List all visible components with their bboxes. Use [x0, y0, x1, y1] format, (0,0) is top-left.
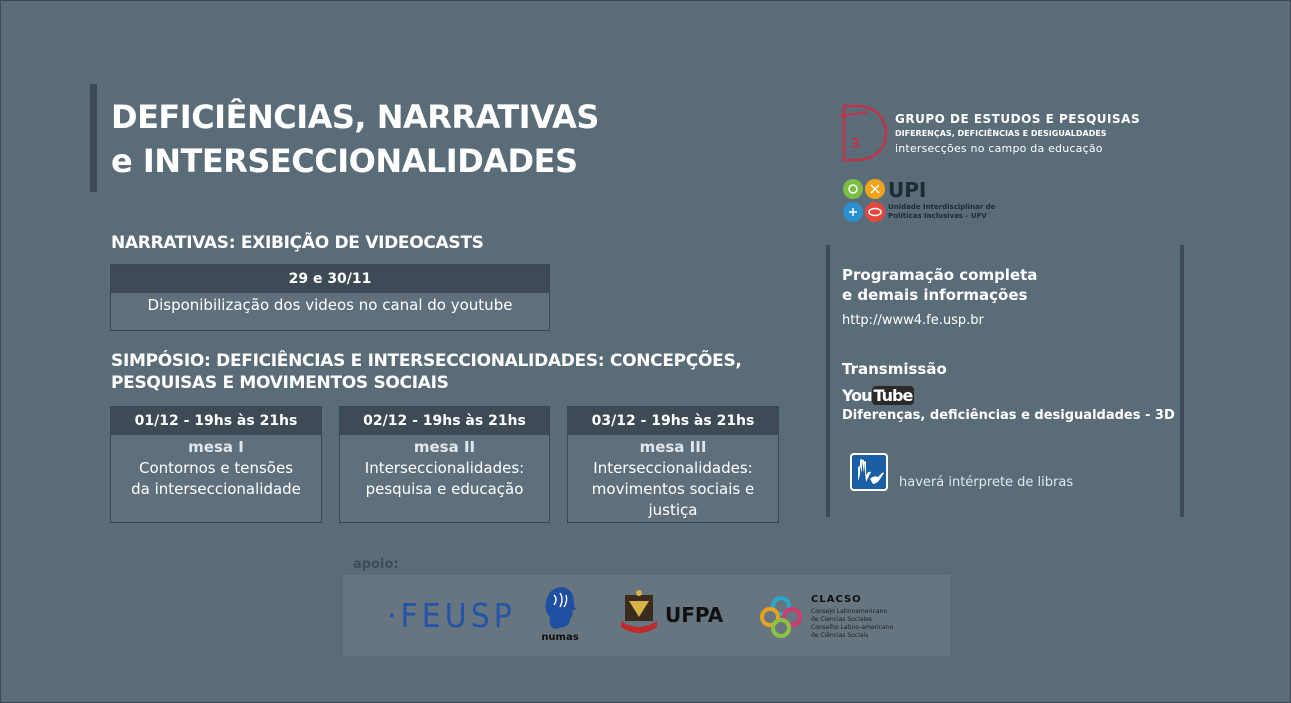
simposio-heading-line-1: SIMPÓSIO: DEFICIÊNCIAS E INTERSECCIONALIDADES: CONCEPÇÕES,	[111, 351, 742, 371]
upi-icons-grid-icon	[842, 178, 888, 224]
programacao-heading	[842, 265, 1037, 305]
site-link[interactable]: http://www4.fe.usp.br	[842, 313, 984, 328]
mesa-topic-line: Interseccionalidades:	[364, 459, 525, 477]
grupo-d-mark-icon	[838, 102, 890, 164]
grupo-line-3: intersecções no campo da educação	[895, 142, 1103, 155]
page-title	[111, 95, 599, 183]
mesa-name: mesa I	[188, 438, 244, 456]
upi-line-2: Políticas Inclusivas - UFV	[888, 212, 987, 220]
numas-text: numas	[541, 632, 579, 643]
apoio-label: apoio:	[353, 557, 399, 572]
simposio-heading	[111, 350, 742, 394]
mesa-box-3	[567, 406, 779, 523]
clacso-name: CLACSO	[811, 594, 862, 605]
numas-logo	[540, 585, 580, 645]
narrativas-description: Disponibilização dos videos no canal do youtube	[147, 296, 513, 314]
clacso-line: de Ciencias Sociales	[811, 616, 873, 623]
ufpa-text: UFPA	[665, 603, 724, 627]
clacso-line: Conselho Latino-americano	[811, 624, 894, 631]
clacso-line: Consejo Latinoamericano	[811, 608, 888, 615]
clacso-description	[811, 608, 893, 640]
upi-logo	[842, 178, 1012, 226]
upi-name: UPI	[888, 178, 927, 202]
mesa-box-1	[110, 406, 322, 523]
grupo-line-2: DIFERENÇAS, DEFICIÊNCIAS E DESIGUALDADES	[895, 129, 1107, 138]
libras-note: haverá intérprete de libras	[899, 475, 1074, 490]
mesa-topic-line: Interseccionalidades:	[593, 459, 753, 477]
info-panel	[826, 245, 1184, 517]
mesa-topic-line: pesquisa e educação	[365, 480, 524, 498]
programacao-line-1: Programação completa	[842, 266, 1038, 284]
mesa-topic-line: Contornos e tensões	[138, 459, 294, 477]
mesa-date: 02/12 - 19hs às 21hs	[340, 407, 549, 435]
ufpa-crest-icon	[619, 589, 659, 637]
mesa-date: 03/12 - 19hs às 21hs	[568, 407, 778, 435]
mesa-name: mesa II	[413, 438, 476, 456]
feusp-logo: ·FEUSP	[387, 597, 516, 636]
narrativas-date: 29 e 30/11	[111, 265, 549, 293]
mesa-box-2	[339, 406, 550, 523]
mesa-topic-line: movimentos sociais e	[591, 480, 755, 498]
numas-head-icon	[540, 585, 580, 633]
grupo-line-1: GRUPO DE ESTUDOS E PESQUISAS	[895, 112, 1141, 126]
title-accent-bar	[90, 84, 97, 192]
youtube-channel-name[interactable]: Diferenças, deficiências e desigualdades - 3D	[842, 408, 1175, 423]
mesa-topic-line: da interseccionalidade	[131, 480, 301, 498]
grupo-logo	[838, 102, 1158, 164]
transmissao-heading: Transmissão	[842, 360, 947, 378]
apoio-logos-strip	[343, 575, 950, 656]
programacao-line-2: e demais informações	[842, 286, 1028, 304]
youtube-logo[interactable]	[842, 386, 914, 408]
title-line-2: e INTERSECCIONALIDADES	[111, 142, 578, 180]
youtube-tube: Tube	[873, 386, 913, 405]
clacso-knot-icon	[759, 595, 803, 639]
libras-hands-icon	[850, 453, 888, 491]
upi-line-1: Unidade Interdisciplinar de	[888, 203, 996, 211]
youtube-you: You	[842, 386, 872, 405]
title-line-1: DEFICIÊNCIAS, NARRATIVAS	[111, 98, 599, 136]
clacso-line: de Ciências Sociais	[811, 632, 869, 639]
narrativas-heading: NARRATIVAS: EXIBIÇÃO DE VIDEOCASTS	[111, 233, 484, 253]
mesa-name: mesa III	[639, 438, 707, 456]
mesa-date: 01/12 - 19hs às 21hs	[111, 407, 321, 435]
narrativas-box	[110, 264, 550, 331]
simposio-heading-line-2: PESQUISAS E MOVIMENTOS SOCIAIS	[111, 373, 449, 393]
mesa-topic-line: justiça	[648, 501, 698, 519]
grupo-mark-digit: 3	[851, 137, 861, 152]
